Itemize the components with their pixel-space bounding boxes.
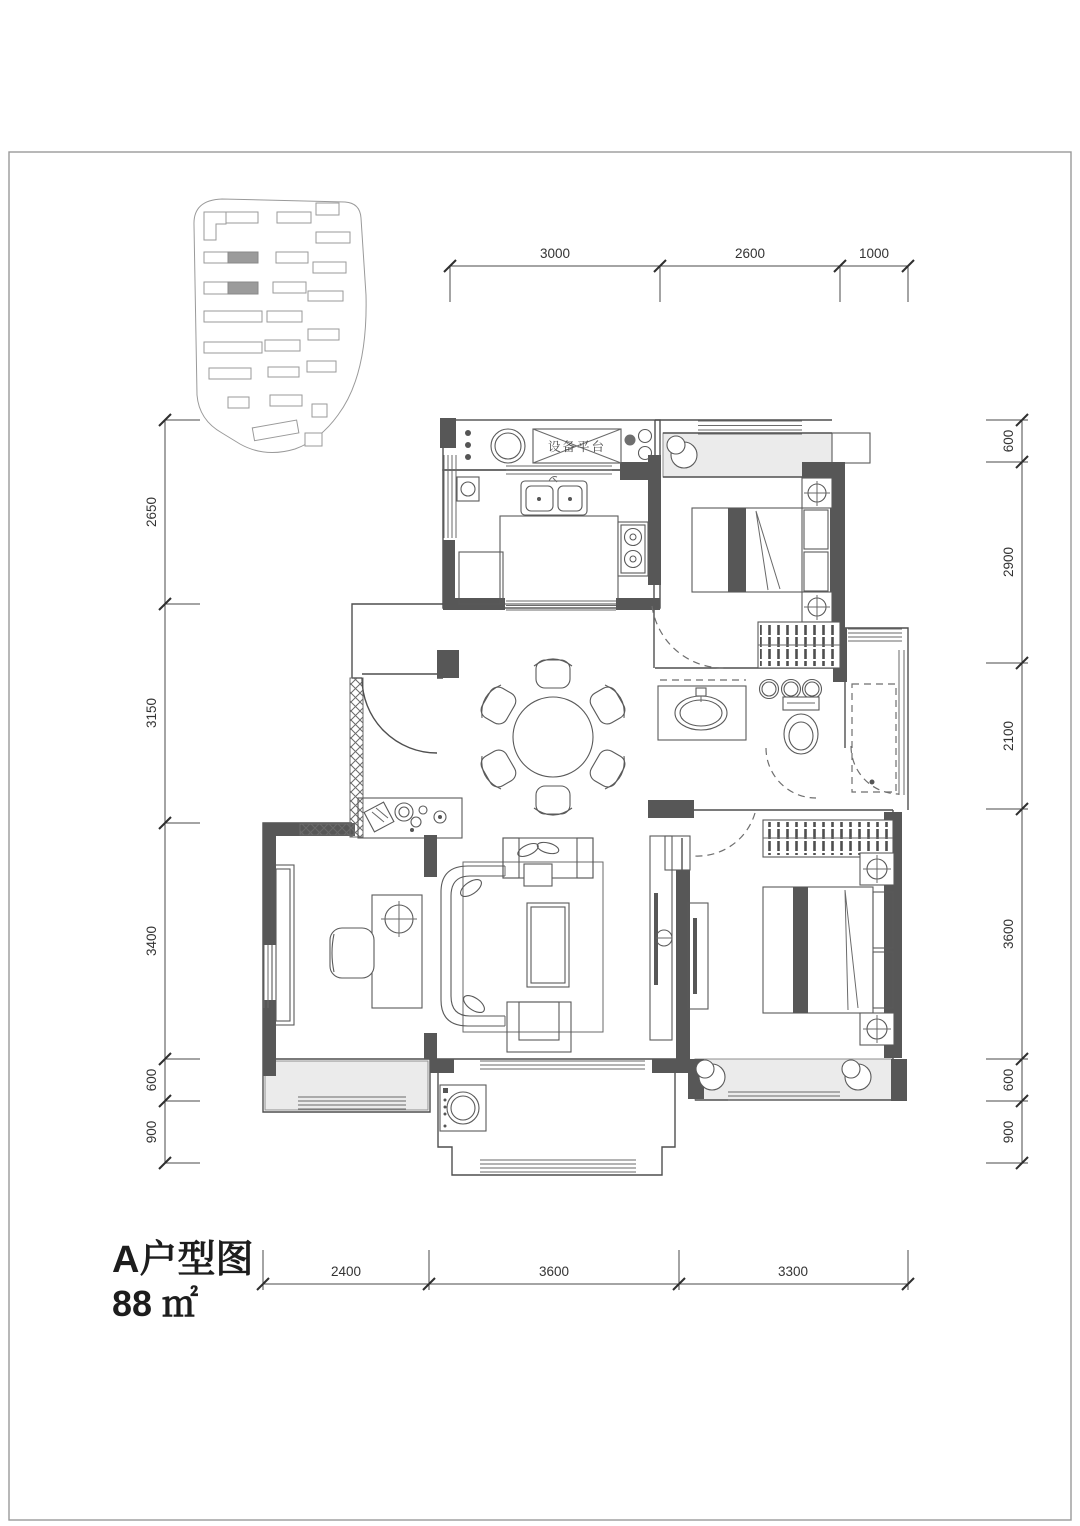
equipment-platform — [533, 429, 621, 463]
bed — [692, 508, 828, 592]
utility-room — [852, 684, 896, 792]
dining-area — [476, 659, 630, 815]
nightstand — [860, 1013, 894, 1045]
nightstand — [860, 853, 894, 885]
dresser — [688, 903, 708, 1009]
dimensions-left — [144, 414, 200, 1169]
washing-machine-icon — [491, 429, 525, 463]
dim-label: 3300 — [777, 1264, 809, 1279]
study — [272, 865, 422, 1025]
dim-label: 3600 — [1001, 918, 1016, 950]
nightstand — [802, 592, 832, 622]
dim-label: 900 — [1001, 1120, 1016, 1144]
living-room — [441, 836, 690, 1052]
small-sink-icon — [461, 482, 475, 496]
closet — [758, 622, 840, 668]
utility-door-swing — [851, 746, 899, 794]
dim-label: 2900 — [1001, 546, 1016, 578]
toilet-icon — [783, 697, 819, 754]
dimensions-right — [986, 414, 1028, 1169]
dim-label: 3400 — [144, 925, 159, 957]
vent-icon — [625, 435, 636, 446]
bath-door-swing — [766, 748, 816, 798]
desk-chair — [330, 928, 374, 978]
armchair — [507, 1002, 571, 1052]
bed — [763, 887, 893, 1013]
bedroom2-door-swing — [652, 606, 724, 668]
basin-icon — [680, 700, 722, 726]
floor-drain-icon — [870, 780, 875, 785]
sofa — [441, 866, 505, 1026]
highlighted-building — [228, 282, 258, 294]
hatched-walls — [300, 678, 363, 837]
master-bedroom — [688, 820, 894, 1090]
dim-label: 2100 — [1001, 720, 1016, 752]
washing-machine — [440, 1085, 486, 1131]
dim-label: 1000 — [858, 246, 890, 261]
site-key-map — [194, 199, 366, 453]
gas-stove — [618, 522, 648, 576]
kitchen-sink — [521, 477, 587, 516]
wardrobe — [763, 820, 893, 857]
plan-title-block — [112, 1239, 253, 1324]
master-door-swing — [694, 813, 755, 856]
dim-label: 600 — [1001, 429, 1016, 453]
plan-area: 88 ㎡ — [112, 1283, 199, 1324]
wall-cabinet — [665, 836, 690, 870]
fridge — [459, 552, 503, 604]
kitchen — [457, 429, 652, 604]
dim-label: 3600 — [538, 1264, 570, 1279]
highlighted-building — [228, 252, 258, 263]
tv-icon — [693, 918, 697, 994]
tv-console — [650, 836, 672, 1040]
unit-plan — [263, 418, 908, 1175]
vanity — [658, 680, 746, 740]
entry-console — [358, 798, 462, 838]
plan-title: A户型图 — [112, 1239, 254, 1281]
shower-area — [852, 684, 896, 792]
dim-label: 3000 — [539, 246, 571, 261]
kitchen-counter — [500, 516, 618, 604]
balcony-sliding-door — [480, 1061, 645, 1069]
nightstand — [802, 478, 832, 508]
dim-label: 600 — [1001, 1068, 1016, 1092]
dim-label: 3150 — [144, 697, 159, 729]
dim-label: 900 — [144, 1120, 159, 1144]
entry-door-swing — [362, 678, 437, 753]
desk — [372, 895, 422, 1008]
bathroom — [658, 680, 822, 755]
dining-table — [513, 697, 593, 777]
dim-label: 600 — [144, 1068, 159, 1092]
dim-label: 2650 — [144, 496, 159, 528]
dim-label: 2600 — [734, 246, 766, 261]
coffee-table — [527, 903, 569, 987]
side-table — [524, 864, 552, 886]
equipment-platform-label: 设备平台 — [547, 440, 607, 454]
dim-label: 2400 — [330, 1264, 362, 1279]
dimensions-top — [444, 246, 914, 302]
study-bay-window — [265, 1061, 428, 1110]
dimensions-bottom — [257, 1250, 914, 1290]
